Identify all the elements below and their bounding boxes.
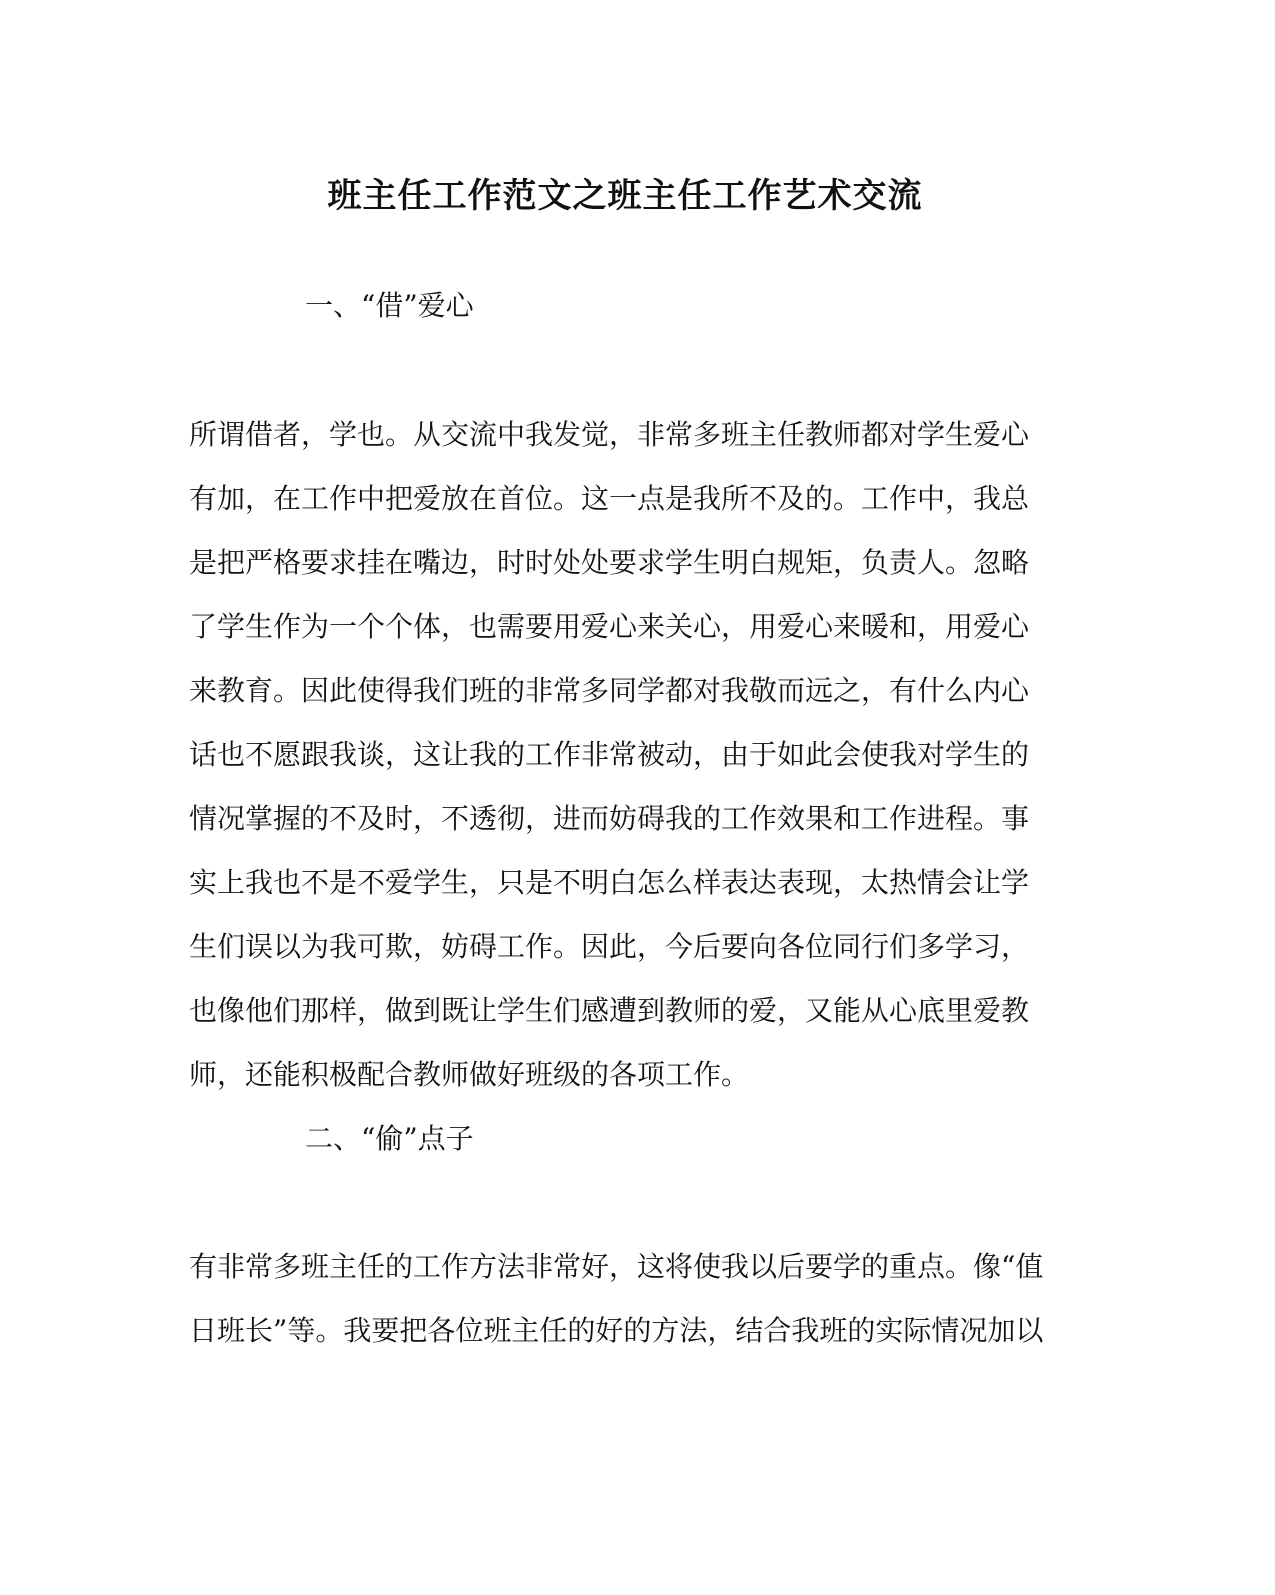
paragraph-line: 情况掌握的不及时，不透彻，进而妨碍我的工作效果和工作进程。事 [189,802,1030,835]
section-1-paragraph [189,403,1069,1107]
section-2-paragraph [189,1235,1069,1363]
paragraph-line: 有非常多班主任的工作方法非常好，这将使我以后要学的重点。像“值 [189,1250,1044,1283]
section-heading-2: 二、“偷”点子 [305,1122,474,1155]
paragraph-line: 来教育。因此使得我们班的非常多同学都对我敬而远之，有什么内心 [189,674,1030,707]
paragraph-line: 有加，在工作中把爱放在首位。这一点是我所不及的。工作中，我总 [189,482,1030,515]
paragraph-line: 是把严格要求挂在嘴边，时时处处要求学生明白规矩，负责人。忽略 [189,546,1030,579]
document-title: 班主任工作范文之班主任工作艺术交流 [327,176,923,216]
paragraph-line: 也像他们那样，做到既让学生们感遭到教师的爱，又能从心底里爱教 [189,994,1030,1027]
paragraph-line: 所谓借者，学也。从交流中我发觉，非常多班主任教师都对学生爱心 [189,418,1030,451]
paragraph-line: 实上我也不是不爱学生，只是不明白怎么样表达表现，太热情会让学 [189,866,1030,899]
paragraph-line: 生们误以为我可欺，妨碍工作。因此，今后要向各位同行们多学习， [189,930,1030,963]
paragraph-line: 日班长”等。我要把各位班主任的好的方法，结合我班的实际情况加以 [189,1314,1044,1347]
paragraph-line: 话也不愿跟我谈，这让我的工作非常被动，由于如此会使我对学生的 [189,738,1030,771]
section-heading-1: 一、“借”爱心 [305,289,474,322]
paragraph-line: 师，还能积极配合教师做好班级的各项工作。 [189,1058,750,1091]
paragraph-line: 了学生作为一个个体，也需要用爱心来关心，用爱心来暖和，用爱心 [189,610,1030,643]
